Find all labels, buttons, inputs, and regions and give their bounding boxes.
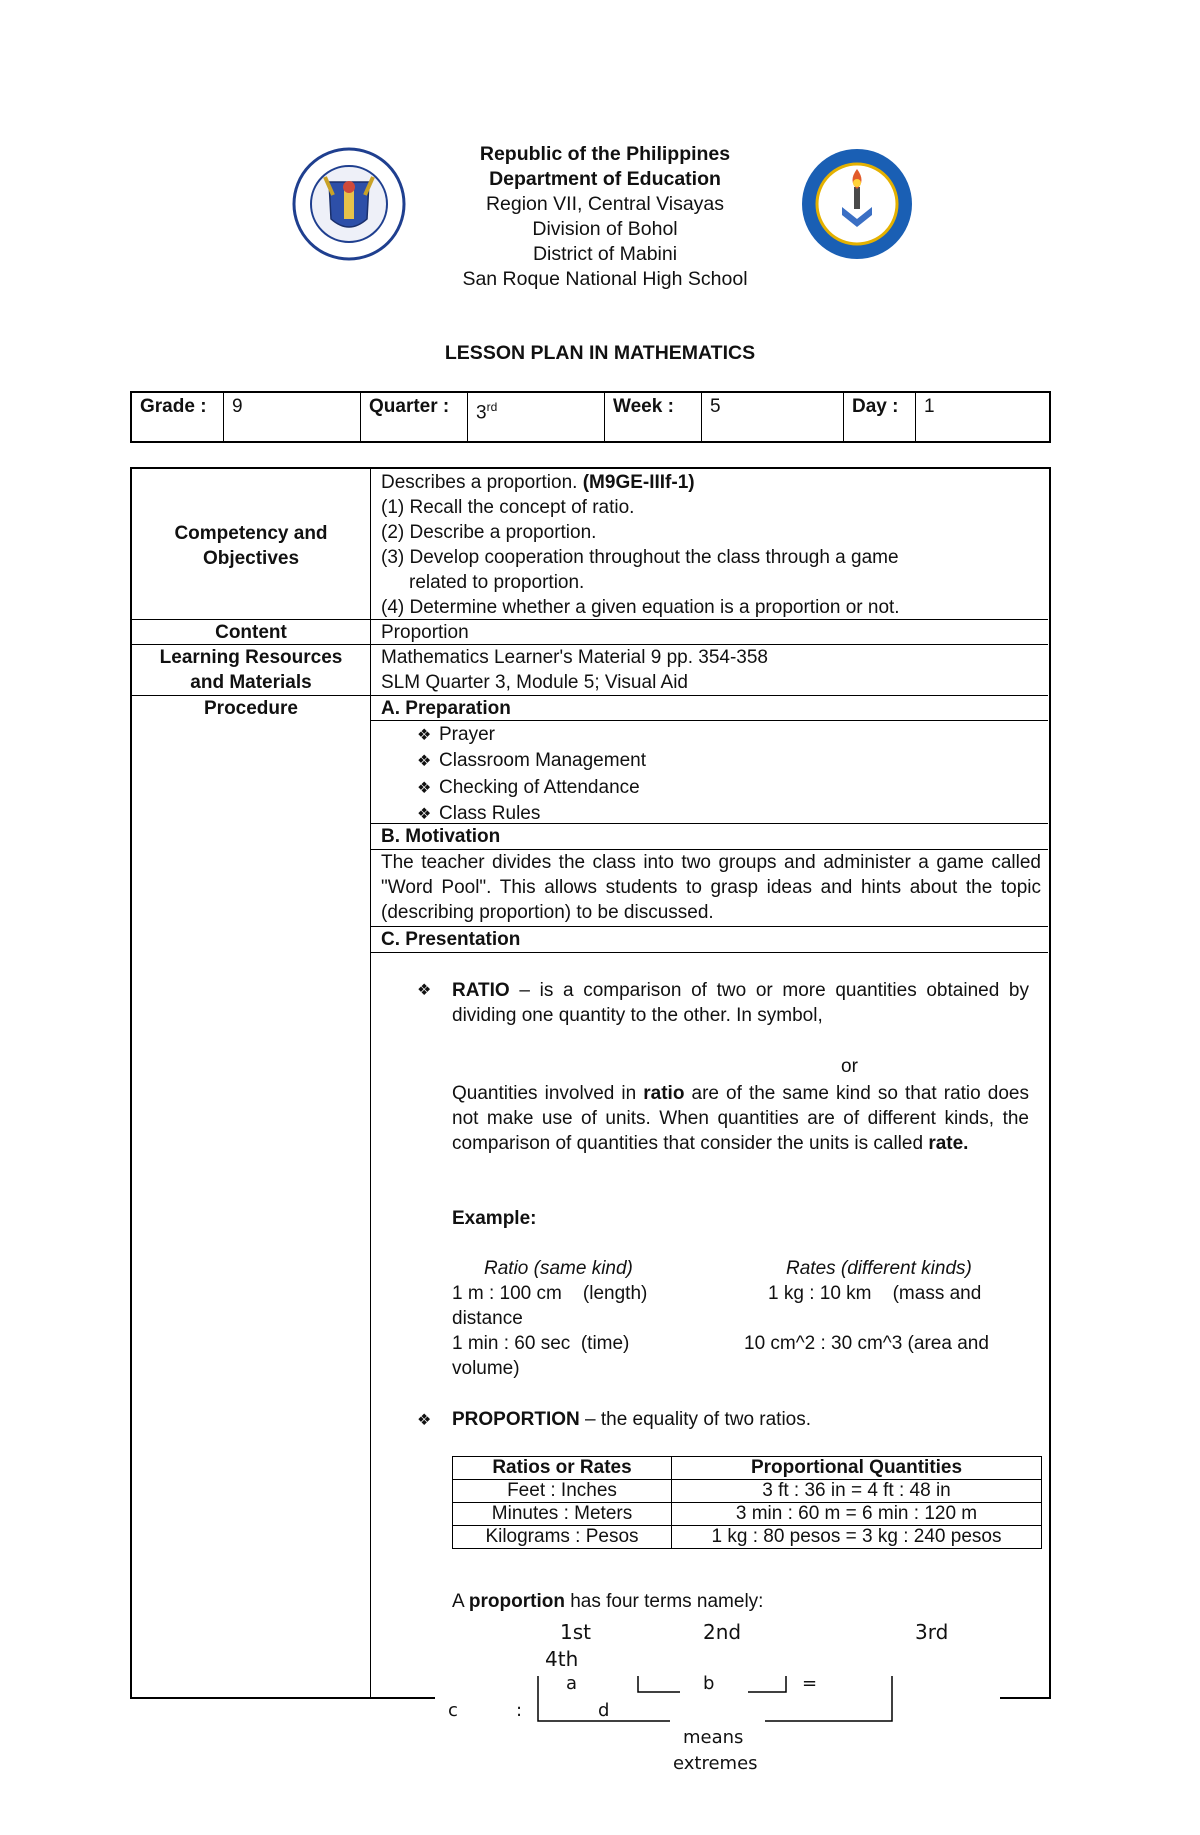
term-a: a <box>566 1673 578 1694</box>
diamond-bullet-icon: ❖ <box>417 805 432 823</box>
example-2-cont: volume) <box>452 1358 520 1379</box>
lesson-plan-table <box>130 467 1051 1699</box>
list-item <box>417 722 646 748</box>
quarter-label: Quarter : <box>361 392 468 442</box>
proportion-definition <box>417 1409 811 1431</box>
qty-text-2: are of the same kind so that ratio does not make use of units. When quantities are of different kinds, the comparison of quantities that consider the units is called <box>452 1083 1029 1154</box>
table-header-row <box>453 1457 1042 1480</box>
diamond-bullet-icon: ❖ <box>417 727 432 744</box>
quarter-suffix: rd <box>486 400 498 414</box>
column-header: Proportional Quantities <box>672 1457 1042 1480</box>
header-region: Region VII, Central Visayas <box>485 193 725 215</box>
week-label: Week : <box>605 392 702 442</box>
example-2-rate: 10 cm^2 : 30 cm^3 (area and <box>744 1333 989 1354</box>
lesson-info-table <box>130 391 1051 443</box>
table-row <box>453 1480 1042 1503</box>
objectives-list <box>381 470 900 620</box>
ratio-heading: Ratio (same kind) <box>484 1258 633 1279</box>
header-republic: Republic of the Philippines <box>479 143 731 165</box>
objective-1: (1) Recall the concept of ratio. <box>381 497 635 518</box>
prep-item-attendance: Checking of Attendance <box>439 776 640 798</box>
competency-label-line1: Competency and <box>174 523 328 544</box>
competency-code: (M9GE-IIIf-1) <box>582 472 695 493</box>
qty-rate-bold: rate. <box>928 1133 969 1154</box>
competency-label-line2: Objectives <box>202 548 300 569</box>
preparation-list <box>417 722 646 827</box>
diamond-bullet-icon: ❖ <box>417 1412 432 1429</box>
terms-text-2: has four terms namely: <box>564 1591 764 1612</box>
table-cell: 3 min : 60 m = 6 min : 120 m <box>672 1503 1042 1526</box>
competency-intro: Describes a proportion. <box>381 472 583 493</box>
grade-value: 9 <box>224 392 361 442</box>
extremes-label: extremes <box>673 1753 758 1774</box>
competency-label <box>132 521 370 571</box>
quarter-value <box>468 392 605 442</box>
motivation-title: B. Motivation <box>381 826 501 847</box>
grade-label: Grade : <box>131 392 224 442</box>
diamond-bullet-icon: ❖ <box>417 779 432 797</box>
procedure-label: Procedure <box>204 698 298 719</box>
ratio-definition <box>417 978 1049 1028</box>
school-header <box>380 142 830 292</box>
term-4th: 4th <box>545 1647 579 1671</box>
term-b: b <box>703 1673 715 1694</box>
prep-item-rules: Class Rules <box>439 802 541 824</box>
table-cell: 1 kg : 80 pesos = 3 kg : 240 pesos <box>672 1526 1042 1549</box>
resource-1: Mathematics Learner's Material 9 pp. 354-358 <box>381 647 768 668</box>
objective-3-cont: related to proportion. <box>409 572 585 593</box>
qty-ratio-bold: ratio <box>643 1083 685 1104</box>
quantities-paragraph <box>452 1081 1029 1156</box>
example-2-ratio: 1 min : 60 sec (time) <box>452 1333 630 1354</box>
week-value: 5 <box>702 392 844 442</box>
resources-label-line2: and Materials <box>190 672 312 693</box>
proportion-table <box>452 1456 1042 1549</box>
objective-3: (3) Develop cooperation throughout the class through a game <box>381 547 899 568</box>
term-c: c <box>448 1700 458 1721</box>
table-row <box>453 1526 1042 1549</box>
terms-text-1: A <box>452 1591 469 1612</box>
ratio-term: RATIO <box>452 980 510 1001</box>
resources-label <box>132 645 370 695</box>
objective-2: (2) Describe a proportion. <box>381 522 597 543</box>
table-cell: Kilograms : Pesos <box>453 1526 672 1549</box>
means-label: means <box>683 1727 744 1748</box>
prep-item-prayer: Prayer <box>439 724 495 745</box>
objective-intro <box>381 470 900 495</box>
prep-item-management: Classroom Management <box>439 750 646 772</box>
preparation-title: A. Preparation <box>381 698 511 719</box>
page-title: LESSON PLAN IN MATHEMATICS <box>444 342 756 364</box>
motivation-text: The teacher divides the class into two groups and administer a game called "Word Pool". This allows students to grasp ideas and hints about the topic (describing proportion) to be discussed. <box>381 852 1041 923</box>
example-1-rate: 1 kg : 10 km (mass and <box>768 1283 982 1304</box>
table-cell: Minutes : Meters <box>453 1503 672 1526</box>
objective-4: (4) Determine whether a given equation is a proportion or not. <box>381 597 900 618</box>
term-2nd: 2nd <box>703 1620 742 1644</box>
term-d: d <box>598 1700 610 1721</box>
content-value: Proportion <box>381 622 469 643</box>
day-value: 1 <box>916 392 1051 442</box>
list-item <box>417 748 646 774</box>
quarter-number: 3 <box>476 402 487 424</box>
example-1-cont: distance <box>452 1308 523 1329</box>
rates-heading: Rates (different kinds) <box>786 1258 972 1279</box>
term-1st: 1st <box>560 1620 591 1644</box>
proportion-term: PROPORTION <box>452 1409 580 1430</box>
resources-list <box>381 645 768 695</box>
resources-label-line1: Learning Resources <box>159 647 343 668</box>
terms-bold: proportion <box>468 1591 565 1612</box>
table-cell: 3 ft : 36 in = 4 ft : 48 in <box>672 1480 1042 1503</box>
content-label: Content <box>215 622 287 643</box>
qty-text-1: Quantities involved in <box>452 1083 644 1104</box>
term-3rd: 3rd <box>915 1620 949 1644</box>
header-department: Department of Education <box>489 168 721 190</box>
table-row <box>453 1503 1042 1526</box>
four-terms-text <box>452 1591 763 1613</box>
presentation-title: C. Presentation <box>381 929 521 950</box>
example-label: Example: <box>452 1208 537 1229</box>
diamond-bullet-icon: ❖ <box>417 982 432 999</box>
table-cell: Feet : Inches <box>453 1480 672 1503</box>
ratio-text <box>452 978 1029 1028</box>
header-division: Division of Bohol <box>532 218 678 240</box>
or-text: or <box>841 1056 858 1077</box>
colon-sign: : <box>516 1700 523 1721</box>
diamond-bullet-icon: ❖ <box>417 753 432 771</box>
day-label: Day : <box>844 392 916 442</box>
column-header: Ratios or Rates <box>453 1457 672 1480</box>
terms-bracket-diagram <box>530 1675 900 1735</box>
header-district: District of Mabini <box>532 243 678 265</box>
header-school: San Roque National High School <box>462 268 748 290</box>
ratio-def: – is a comparison of two or more quantities obtained by dividing one quantity to the other. In symbol, <box>452 980 1029 1026</box>
equals-sign: = <box>802 1673 818 1694</box>
proportion-def: – the equality of two ratios. <box>579 1409 812 1430</box>
resource-2: SLM Quarter 3, Module 5; Visual Aid <box>381 672 688 693</box>
list-item <box>417 775 646 801</box>
example-1-ratio: 1 m : 100 cm (length) <box>452 1283 648 1304</box>
